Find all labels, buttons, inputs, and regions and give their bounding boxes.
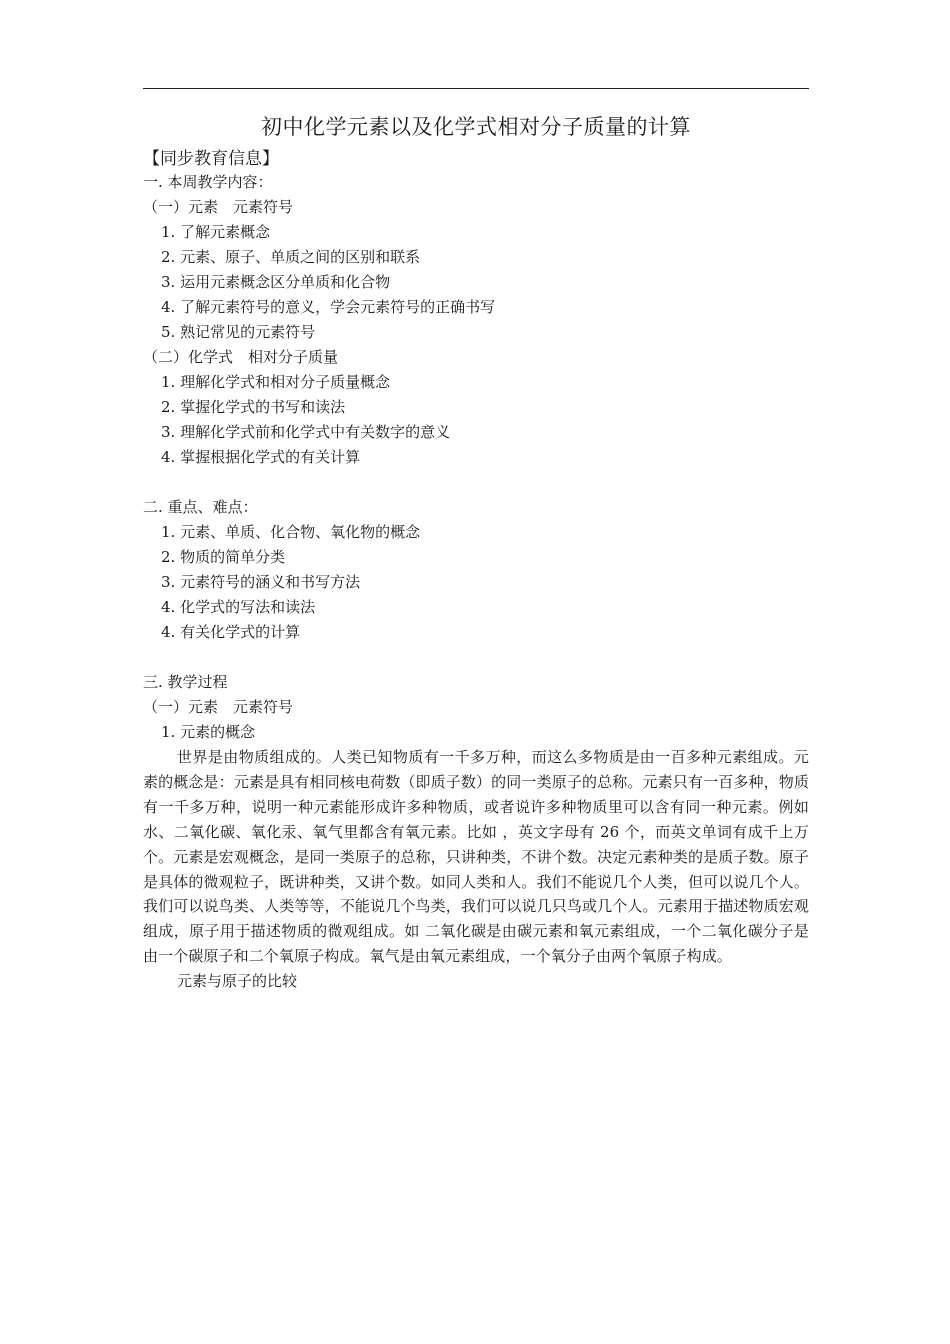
comparison-heading: 元素与原子的比较 <box>177 972 298 991</box>
list-item: 2. 掌握化学式的书写和读法 <box>161 398 346 416</box>
list-item: 2. 物质的简单分类 <box>161 548 286 566</box>
part1-group1-heading: （一）元素 元素符号 <box>143 198 294 216</box>
list-item: 4. 掌握根据化学式的有关计算 <box>161 448 361 466</box>
list-item: 4. 有关化学式的计算 <box>161 623 301 641</box>
part1-group2-heading: （二）化学式 相对分子质量 <box>143 348 339 366</box>
list-item: 5. 熟记常见的元素符号 <box>161 323 316 341</box>
list-item: 2. 元素、原子、单质之间的区别和联系 <box>161 248 421 266</box>
list-item: 3. 元素符号的涵义和书写方法 <box>161 573 361 591</box>
spacer <box>143 645 809 670</box>
element-concept-paragraph: 世界是由物质组成的。人类已知物质有一千多万种，而这么多物质是由一百多种元素组成。元素的概念是：元素是具有相同核电荷数（即质子数）的同一类原子的总称。元素只有一百多种，物质有一千多万种，说明一种元素能形成许多种物质，或者说许多种物质里可以含有同一种元素。例如水、二氧化碳、氧化汞、氧气里都含有氧元素。比如 ，英文字母有 26 个，而英文单词有成千上万个。元素是宏观概念，是同一类原子的总称，只讲种类，不讲个数。决定元素种类的是质子数。原子是具体的微观粒子，既讲种类，又讲个数。如同人类和人。我们不能说几个人类，但可以说几个人。我们可以说鸟类、人类等等，不能说几个鸟类，我们可以说几只鸟或几个人。元素用于描述物质宏观组成，原子用于描述物质的微观组成。如 二氧化碳是由碳元素和氧元素组成，一个二氧化碳分子是由一个碳原子和二个氧原子构成。氧气是由氧元素组成，一个氧分子由两个氧原子构成。 <box>143 748 809 966</box>
list-item: 3. 理解化学式前和化学式中有关数字的意义 <box>161 423 451 441</box>
part3-heading: 三. 教学过程 <box>143 673 228 691</box>
part2-heading: 二. 重点、难点： <box>143 498 258 516</box>
part3-item1-heading: 1. 元素的概念 <box>161 723 256 741</box>
spacer <box>143 470 809 495</box>
document-title: 初中化学元素以及化学式相对分子质量的计算 <box>261 115 691 139</box>
part3-group1-heading: （一）元素 元素符号 <box>143 698 294 716</box>
list-item: 3. 运用元素概念区分单质和化合物 <box>161 273 391 291</box>
list-item: 4. 化学式的写法和读法 <box>161 598 316 616</box>
list-item: 1. 理解化学式和相对分子质量概念 <box>161 373 391 391</box>
section-heading: 【同步教育信息】 <box>143 149 279 169</box>
list-item: 1. 了解元素概念 <box>161 223 271 241</box>
document-body <box>143 170 809 994</box>
header-rule <box>143 88 809 89</box>
list-item: 4. 了解元素符号的意义，学会元素符号的正确书写 <box>161 298 496 316</box>
list-item: 1. 元素、单质、化合物、氧化物的概念 <box>161 523 421 541</box>
part1-heading: 一. 本周教学内容： <box>143 173 273 191</box>
